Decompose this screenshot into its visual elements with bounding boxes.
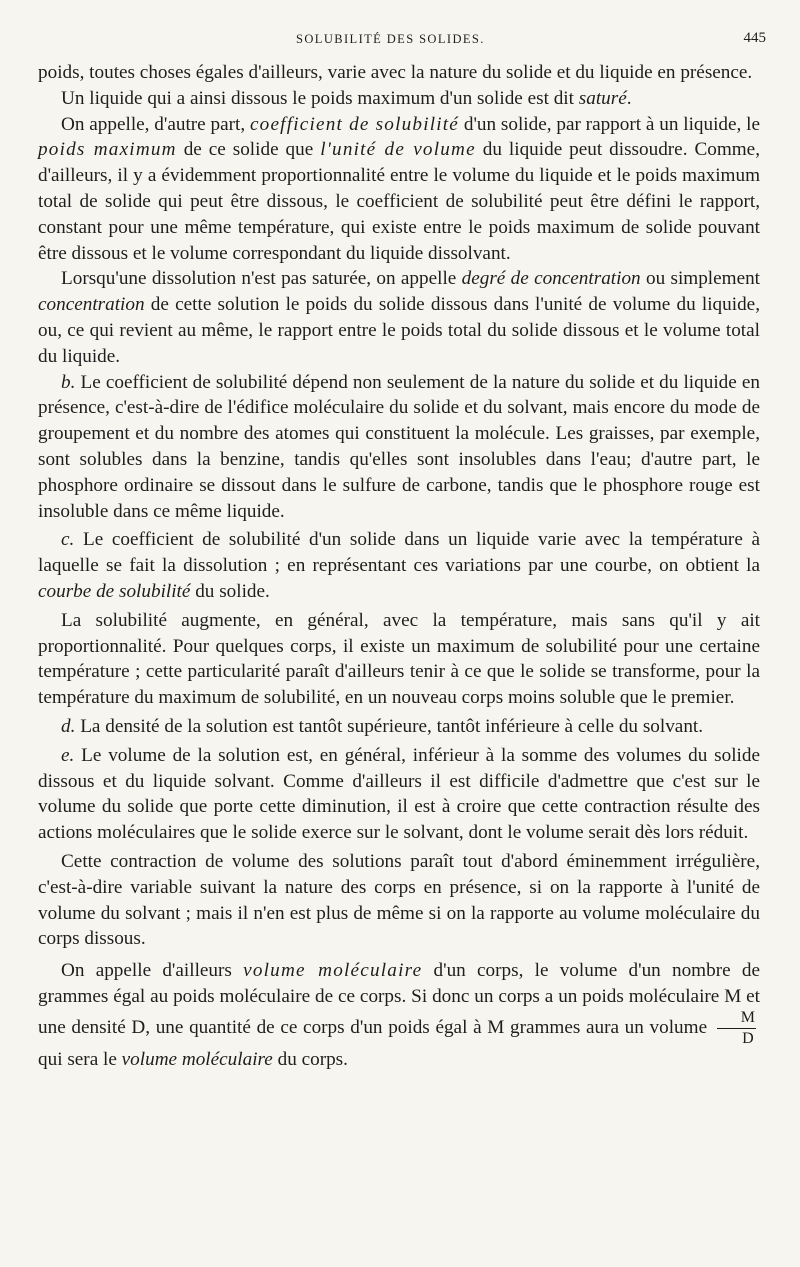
term-unite-de-volume: l'unité de volume [320,139,476,161]
paragraph-concentration: Lorsqu'une dissolution n'est pas saturée, on appelle degré de concentration ou simplement concentration de cette solution le poids du solide dissous dans l'unité de volume du liquide, ou, ce qui revient au même, le rapport entre le poids total du solide dissous et le volume total du liquide. [38,268,761,367]
paragraph-continuation: poids, toutes choses égales d'ailleurs, varie avec la nature du solide et du liquide en présence. [38,62,753,83]
paragraph-contraction: Cette contraction de volume des solutions paraît tout d'abord éminemment irrégulière, c'est-à-dire variable suivant la nature des corps en présence, si on la rapporte à l'unité de volume du solvant ; mais il n'en est plus de même si on la rapporte au volume moléculaire du corps dissous. [38,850,760,950]
term-poids-maximum: poids maximum [38,139,177,161]
paragraph-c: c. Le coefficient de solubilité d'un solide dans un liquide varie avec la température à laquelle se fait la dissolution ; en représentant ces variations par une courbe, on obtient la courbe de solubilité du solide. [38,529,760,602]
term-volume-moleculaire-2: volume moléculaire [121,1048,273,1070]
fraction-numerator: M [717,1010,756,1029]
term-concentration: concentration [38,294,145,316]
item-marker-d: d. [61,715,76,737]
paragraph-d: d. La densité de la solution est tantôt supérieure, tantôt inférieure à celle du solvant. [61,715,704,737]
paragraph-sature: Un liquide qui a ainsi dissous le poids maximum d'un solide est dit saturé. [61,87,632,109]
fraction-denominator: D [742,1029,754,1047]
page-number: 445 [743,30,766,46]
paragraph-temperature: La solubilité augmente, en général, avec la température, mais sans qu'il y ait proportionnalité. Pour quelques corps, il existe un maximum de solubilité pour une certaine température ; cette particularité paraît d'ailleurs tenir à ce que le solide se transforme, pour la température du maximum de solubilité, en un nouveau corps moins soluble que le premier. [38,609,760,709]
running-title: SOLUBILITÉ DES SOLIDES. [296,32,485,46]
body-text [38,60,760,1072]
term-sature: saturé [578,87,627,109]
term-coefficient-de-solubilite: coefficient de solubilité [249,113,460,135]
term-courbe-de-solubilite: courbe de solubilité [38,580,191,602]
item-marker-e: e. [61,744,75,766]
paragraph-b: b. Le coefficient de solubilité dépend non seulement de la nature du solide et du liquide en présence, c'est-à-dire de l'édifice moléculaire du solide et du solvant, mais encore du mode de groupement et du nombre des atomes qui constituent la molécule. Les graisses, par exemple, sont solubles dans la benzine, tandis qu'elles sont insolubles dans l'eau; d'autre part, le phosphore ordinaire se dissout dans le sulfure de carbone, tandis que le phosphore rouge est insoluble dans ce même liquide. [38,371,760,522]
term-volume-moleculaire: volume moléculaire [243,960,423,982]
item-marker-c: c. [61,529,75,551]
paragraph-volume-moleculaire: On appelle d'ailleurs volume moléculaire d'un corps, le volume d'un nombre de grammes égal au poids moléculaire de ce corps. Si donc un corps a un poids moléculaire M et une densité D, une quantité de ce corps d'un poids égal à M grammes aura un volume $\frac{M}{D}$ qui sera le volume moléculaire du corps. [38,960,760,1070]
page-header [0,30,800,54]
term-degre-de-concentration: degré de concentration [461,268,641,290]
paragraph-coefficient: On appelle, d'autre part, coefficient de solubilité d'un solide, par rapport à un liquide, le poids maximum de ce solide que l'unité de volume du liquide peut dissoudre. Comme, d'ailleurs, il y a évidemment proportionnalité entre le volume du liquide et le poids maximum total de solide qui peut être dissous, le coefficient de solubilité peut être défini le rapport, constant pour une même température, qui existe entre le poids maximum de solide pouvant être dissous et le volume correspondant du liquide dissolvant. [38,113,760,264]
paragraph-e: e. Le volume de la solution est, en général, inférieur à la somme des volumes du solide dissous et du liquide solvant. Comme d'ailleurs il est difficile d'admettre que c'est sur le volume du solide que porte cette diminution, il est à croire que cette contraction résulte des actions moléculaires que le solide exerce sur le solvant, dont le volume serait dès lors réduit. [38,744,760,844]
item-marker-b: b. [61,371,76,393]
fraction-m-over-d [717,1010,756,1047]
